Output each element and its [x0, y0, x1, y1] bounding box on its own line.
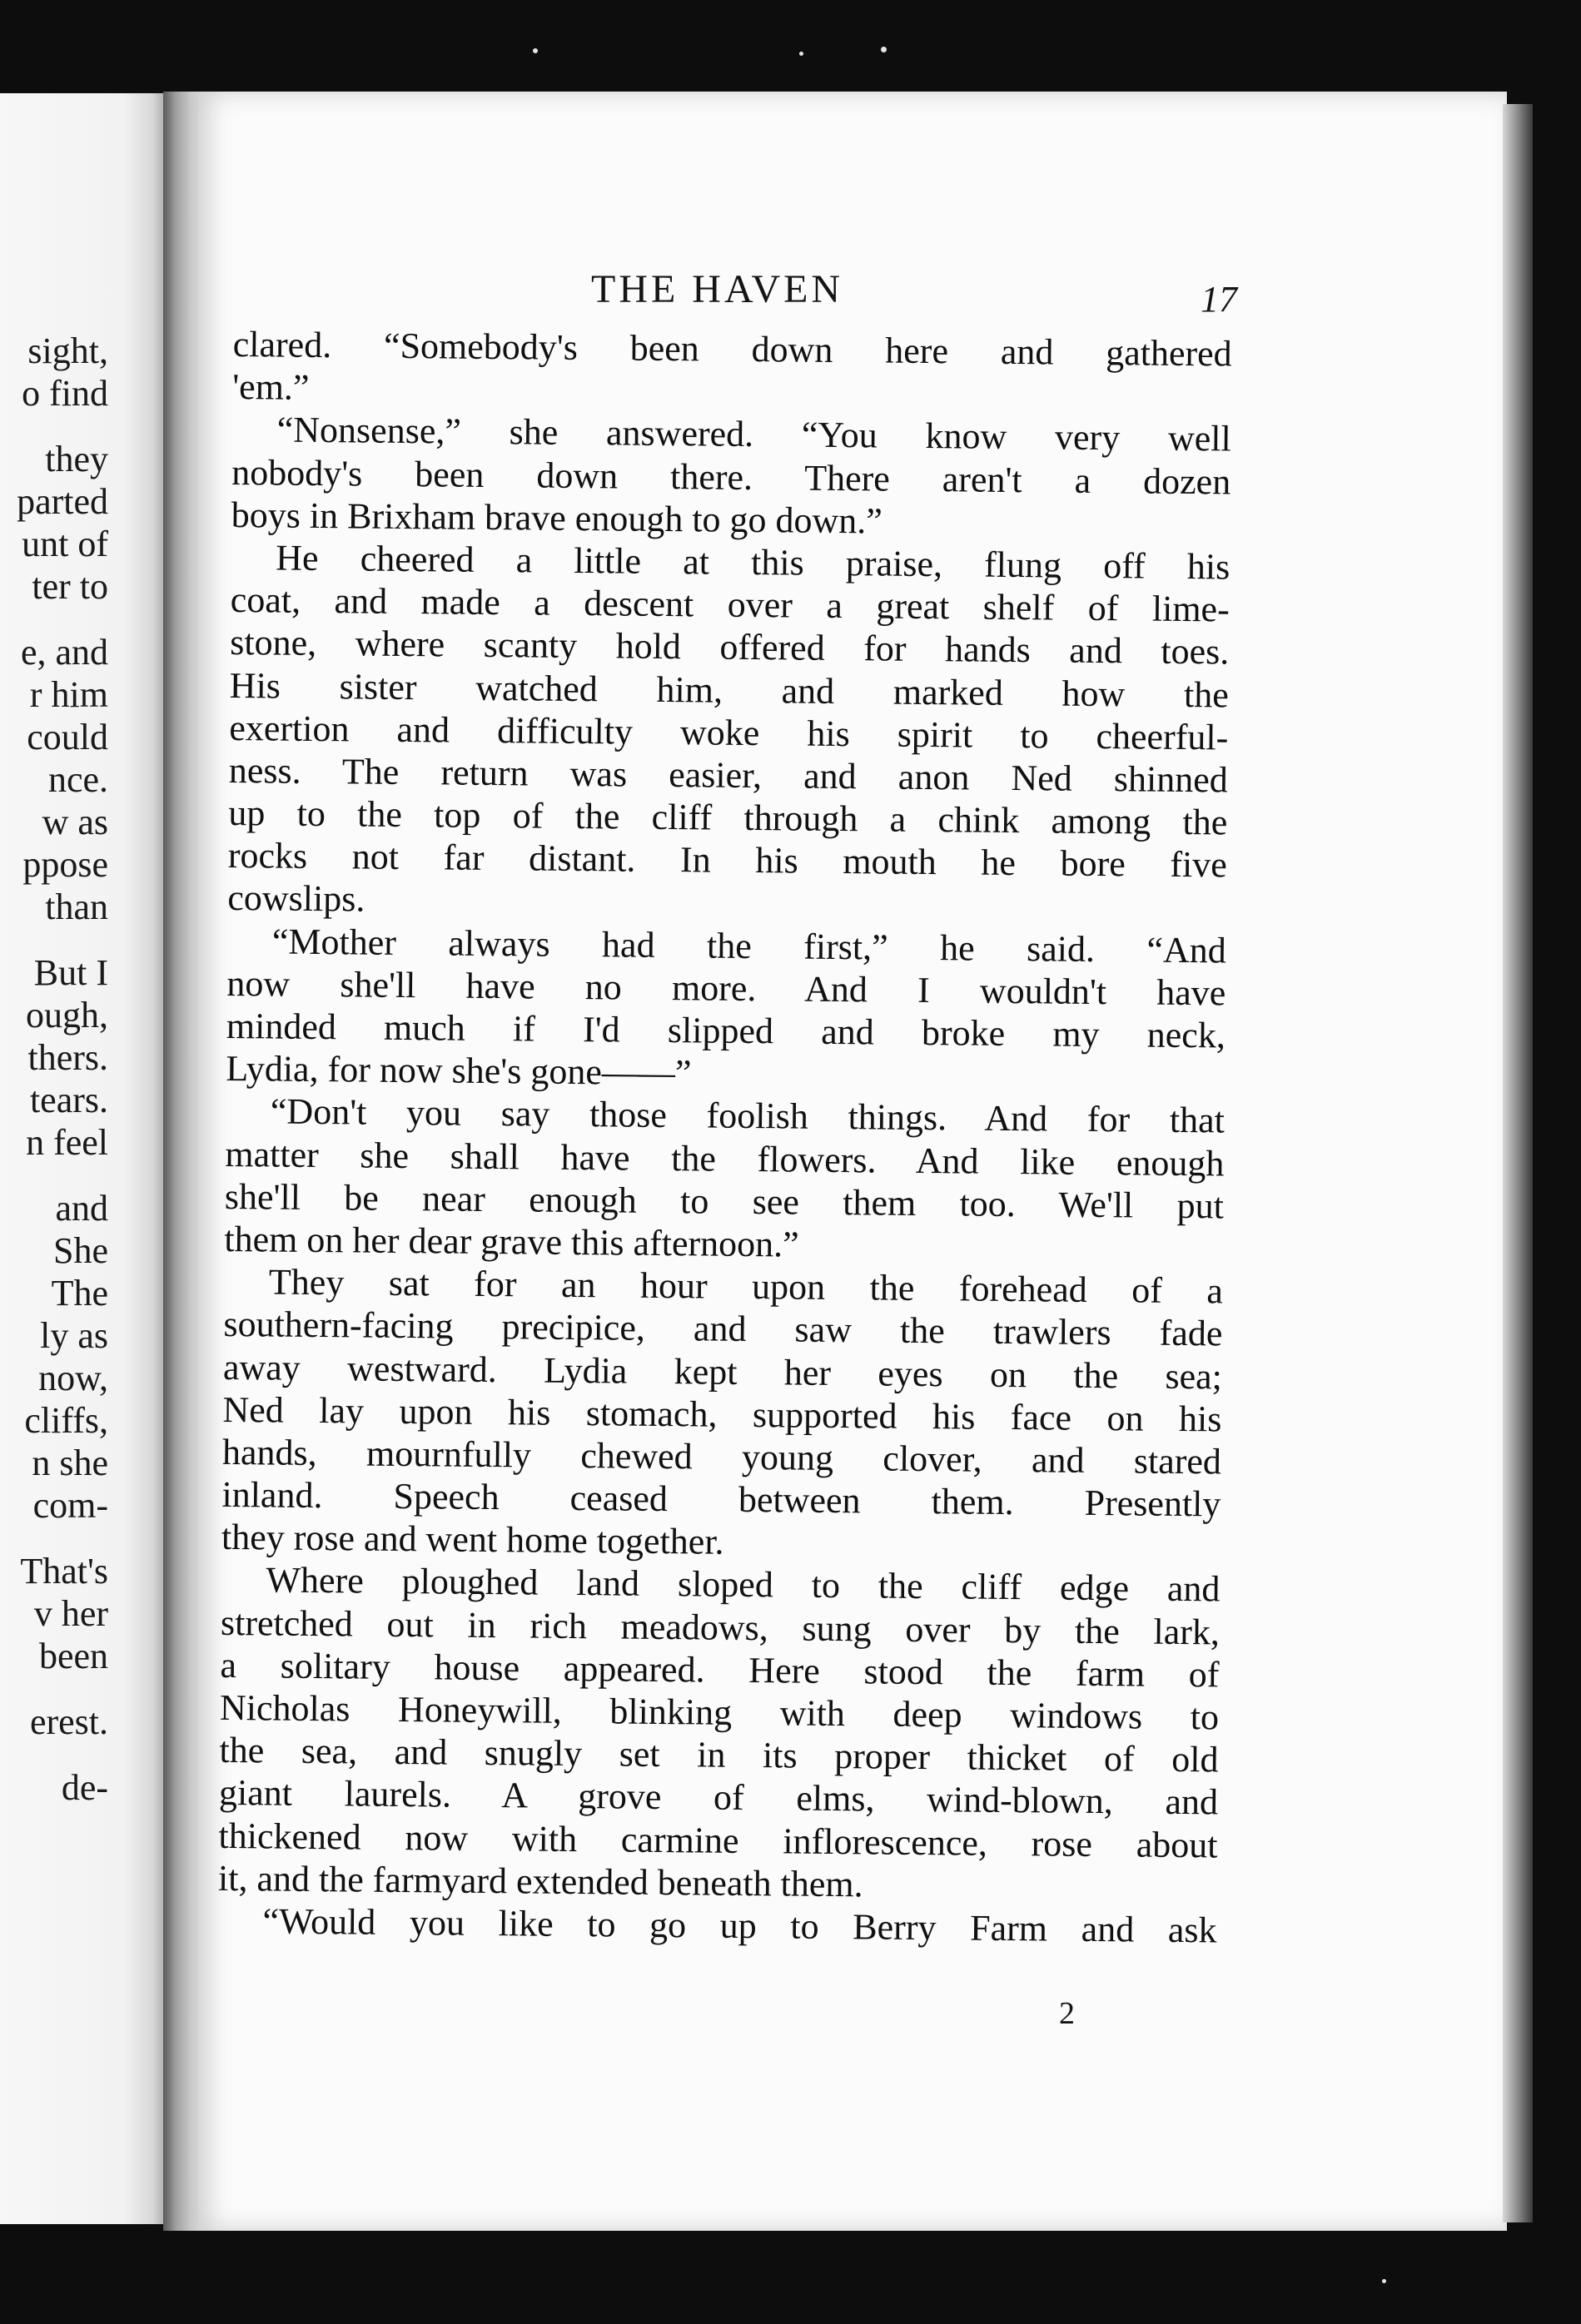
left-page-fragment: sight,: [27, 330, 108, 371]
running-header: [241, 266, 1240, 320]
running-title: THE HAVEN: [591, 267, 844, 311]
text-line: rocks not far distant. In his mouth he bore five: [227, 835, 1228, 886]
left-page-fragment: than: [45, 886, 108, 927]
left-page-fragment: That's: [20, 1551, 108, 1592]
page-number: 17: [1201, 279, 1237, 320]
text-line: exertion and difficulty woke his spirit to cheerful-: [229, 707, 1229, 758]
text-line: “Would you like to go up to Berry Farm and ask: [262, 1900, 1217, 1951]
text-line: inland. Speech ceased between them. Presently: [221, 1473, 1221, 1525]
left-page-fragment: The: [51, 1273, 108, 1313]
left-page-fragment: thers.: [27, 1037, 108, 1078]
text-line: boys in Brixham brave enough to go down.”: [231, 494, 883, 542]
text-line: stone, where scanty hold offered for hands and toes.: [230, 622, 1230, 673]
text-line: clared. “Somebody's been down here and gathered: [232, 323, 1232, 375]
text-line: They sat for an hour upon the forehead of a: [268, 1261, 1224, 1312]
left-page-fragment: e, and: [20, 632, 108, 673]
text-line: now she'll have no more. And I wouldn't have: [226, 962, 1226, 1014]
left-facing-page: [0, 93, 176, 2224]
left-page-fragment: com-: [32, 1485, 108, 1526]
left-page-fragment: ter to: [32, 566, 108, 607]
left-page-fragment: ough,: [26, 995, 108, 1035]
text-line: minded much if I'd slipped and broke my neck,: [226, 1005, 1226, 1056]
text-line: they rose and went home together.: [221, 1517, 724, 1562]
text-line: stretched out in rich meadows, sung over by the lark,: [220, 1601, 1221, 1653]
left-page-fragment: n feel: [26, 1122, 108, 1163]
left-page-fragment: n she: [32, 1443, 108, 1483]
left-page-fragment: v her: [33, 1593, 108, 1634]
left-page-fragment: tears.: [29, 1080, 108, 1120]
left-page-fragment: could: [27, 717, 108, 757]
text-line: “Don't you say those foolish things. And for that: [270, 1090, 1226, 1141]
text-line: away westward. Lydia kept her eyes on the sea;: [222, 1346, 1223, 1397]
text-line: it, and the farmyard extended beneath them.: [217, 1857, 863, 1905]
text-line: nobody's been down there. There aren't a dozen: [231, 451, 1231, 503]
body-text: [217, 323, 1232, 1952]
dust-speck: [799, 52, 803, 56]
left-page-fragment: But I: [33, 952, 108, 993]
text-line: He cheered a little at this praise, flung off his: [276, 537, 1230, 588]
left-page-fragment: and: [55, 1188, 108, 1229]
left-page-fragment: nce.: [47, 759, 108, 800]
text-line: Nicholas Honeywill, blinking with deep windows to: [219, 1686, 1220, 1738]
left-page-fragment: they: [45, 439, 108, 479]
text-line: coat, and made a descent over a great shelf of lime-: [230, 579, 1230, 630]
left-page-fragment: r him: [29, 674, 108, 715]
dust-speck: [533, 48, 538, 53]
text-line: a solitary house appeared. Here stood the farm of: [220, 1644, 1220, 1696]
left-page-fragment: w as: [42, 802, 108, 842]
signature-mark: 2: [1059, 1996, 1075, 2031]
dust-speck: [1382, 2279, 1386, 2283]
text-line: Ned lay upon his stomach, supported his face on his: [222, 1388, 1222, 1440]
text-line: hands, mournfully chewed young clover, and stared: [221, 1431, 1222, 1482]
page-edge-shadow: [1503, 104, 1533, 2222]
left-page-fragment: ppose: [22, 844, 108, 885]
left-page-fragment: erest.: [29, 1701, 108, 1742]
text-line: southern-facing precipice, and saw the trawlers fade: [223, 1304, 1223, 1354]
text-line: thickened now with carmine inflorescence, rose about: [218, 1815, 1218, 1865]
text-line: them on her dear grave this afternoon.”: [224, 1218, 799, 1265]
left-page-fragment: She: [53, 1230, 108, 1271]
left-page-fragment: been: [38, 1636, 108, 1676]
left-page-fragment: unt of: [22, 524, 108, 564]
text-line: cowslips.: [227, 877, 365, 920]
text-line: up to the top of the cliff through a chink among the: [228, 792, 1228, 843]
text-line: His sister watched him, and marked how the: [229, 664, 1230, 715]
text-line: giant laurels. A grove of elms, wind-blown, and: [218, 1772, 1219, 1823]
text-line: “Nonsense,” she answered. “You know very well: [276, 409, 1231, 459]
text-line: the sea, and snugly set in its proper thicket of old: [219, 1730, 1219, 1780]
dust-speck: [881, 47, 887, 52]
left-page-fragment: de-: [61, 1767, 108, 1808]
left-page-fragment: now,: [38, 1358, 108, 1398]
left-page-fragment: parted: [17, 481, 108, 522]
text-line: she'll be near enough to see them too. We'll put: [224, 1175, 1225, 1227]
text-line: Where ploughed land sloped to the cliff edge and: [266, 1559, 1221, 1610]
text-line: ness. The return was easier, and anon Ned shinned: [228, 749, 1229, 801]
text-line: “Mother always had the first,” he said. “And: [271, 921, 1227, 971]
left-page-fragment: cliffs,: [24, 1400, 108, 1441]
text-line: Lydia, for now she's gone——”: [226, 1048, 692, 1094]
left-page-fragment: ly as: [40, 1315, 108, 1356]
left-page-fragment: o find: [22, 373, 108, 414]
text-line: 'em.”: [232, 366, 310, 409]
text-line: matter she shall have the flowers. And like enough: [225, 1133, 1225, 1184]
